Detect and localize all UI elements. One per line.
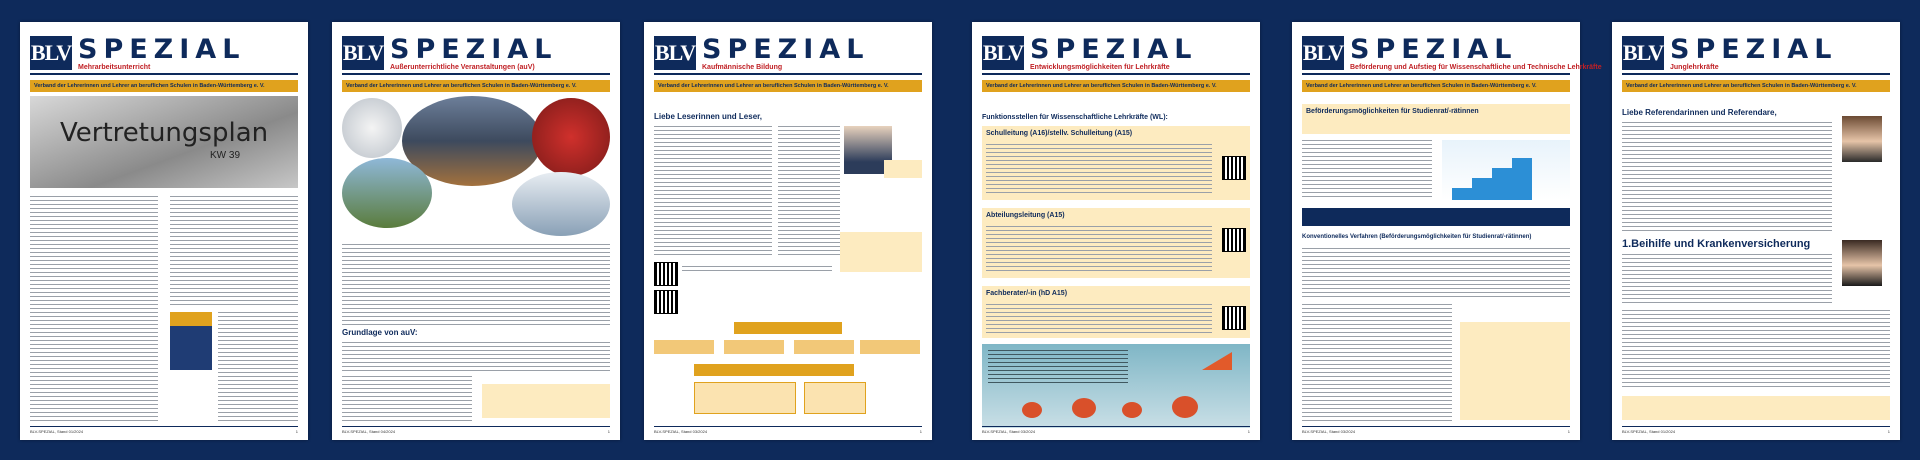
page-footer: BLV-SPEZIAL, Stand 03/2024 1 (654, 426, 922, 434)
header-rule (1622, 73, 1890, 75)
brochure-subtitle: Junglehrkräfte (1670, 64, 1719, 71)
brochure-page-5[interactable] (1292, 22, 1602, 440)
header-rule (1302, 73, 1570, 75)
section-box (982, 208, 1250, 278)
header-rule (654, 73, 922, 75)
text-block (342, 342, 610, 372)
association-band: Verband der Lehrerinnen und Lehrer an beruflichen Schulen in Baden-Württemberg e. V. (1302, 80, 1570, 92)
blv-logo: BLV (342, 36, 384, 70)
association-band: Verband der Lehrerinnen und Lehrer an beruflichen Schulen in Baden-Württemberg e. V. (30, 80, 298, 92)
author-label (884, 160, 922, 178)
book-cover (170, 312, 212, 370)
section-heading: Funktionsstellen für Wissenschaftliche Lehrkräfte (WL): (982, 114, 1168, 121)
section-heading: 1.Beihilfe und Krankenversicherung (1622, 238, 1811, 250)
text-column (170, 196, 298, 306)
brochure-page-6[interactable] (1612, 22, 1900, 440)
collage-photo-ball (342, 98, 402, 158)
collage-photo-landscape (342, 158, 432, 228)
text-column (654, 126, 772, 256)
brochure-subtitle: Außerunterrichtliche Veranstaltungen (auV) (390, 64, 535, 71)
greeting-heading: Liebe Leserinnen und Leser, (654, 112, 763, 121)
brochure-header (1622, 36, 1890, 70)
spezial-title: SPEZIAL (78, 34, 246, 65)
brochure-page-1[interactable] (20, 22, 308, 440)
photo-caption: Vertretungsplan (60, 118, 269, 148)
stairs-image (1442, 140, 1570, 200)
cover-photo (30, 96, 298, 188)
photo-caption-sub: KW 39 (210, 150, 241, 161)
subsection-heading: Schulleitung (A16)/stellv. Schulleitung (A15) (986, 130, 1133, 137)
spezial-title: SPEZIAL (1670, 34, 1838, 65)
qr-code (654, 262, 678, 286)
association-band: Verband der Lehrerinnen und Lehrer an beruflichen Schulen in Baden-Württemberg e. V. (982, 80, 1250, 92)
brochure-subtitle: Mehrarbeitsunterricht (78, 64, 151, 71)
qr-code (654, 290, 678, 314)
greeting-heading: Liebe Referendarinnen und Referendare, (1622, 108, 1777, 117)
text-block (1622, 122, 1832, 232)
section-heading: Grundlage von auV: (342, 328, 418, 337)
brochure-header (982, 36, 1250, 70)
text-block (1302, 248, 1570, 298)
qr-code (1222, 228, 1246, 252)
author-portrait (1842, 116, 1882, 162)
qr-code (1222, 306, 1246, 330)
section-box (982, 126, 1250, 200)
subsection-heading: Abteilungsleitung (A15) (986, 212, 1065, 219)
association-band: Verband der Lehrerinnen und Lehrer an beruflichen Schulen in Baden-Württemberg e. V. (1622, 80, 1890, 92)
text-block (1302, 140, 1432, 200)
text-column (30, 196, 158, 422)
blv-logo: BLV (654, 36, 696, 70)
header-rule (342, 73, 610, 75)
association-band: Verband der Lehrerinnen und Lehrer an beruflichen Schulen in Baden-Württemberg e. V. (342, 80, 610, 92)
blv-logo: BLV (30, 36, 72, 70)
brochure-subtitle: Beförderung und Aufstieg für Wissenschaftliche und Technische Lehrkräfte (1350, 64, 1602, 71)
blv-logo: BLV (1302, 36, 1344, 70)
paper-planes-image (982, 344, 1250, 428)
brochure-header (1302, 34, 1602, 71)
brochure-page-2[interactable] (332, 22, 620, 440)
page-footer: BLV-SPEZIAL, Stand 04/2024 1 (342, 426, 610, 434)
bullet-list (342, 376, 472, 424)
brochure-page-4[interactable] (972, 22, 1260, 440)
link-text (682, 266, 832, 274)
blue-info-band (1302, 208, 1570, 226)
page-footer: BLV-SPEZIAL, Stand 01/2024 1 (1622, 426, 1890, 434)
info-box (1622, 396, 1890, 420)
subsection-heading: Fachberater/-in (hD A15) (986, 290, 1068, 297)
spezial-title: SPEZIAL (1030, 34, 1198, 65)
spezial-title: SPEZIAL (702, 34, 870, 65)
header-rule (982, 73, 1250, 75)
collage-photo-bus (532, 98, 610, 176)
page-footer: BLV-SPEZIAL, Stand 01/2024 1 (30, 426, 298, 434)
spezial-title: SPEZIAL (1350, 34, 1518, 65)
collage-photo-mountain (512, 172, 610, 236)
text-block (1622, 254, 1832, 304)
text-column (218, 312, 298, 422)
brochure-header (30, 36, 298, 70)
highlight-box (482, 384, 610, 418)
author-portrait (1842, 240, 1882, 286)
brochure-header (342, 36, 610, 70)
qr-code (1222, 156, 1246, 180)
text-block (986, 304, 1212, 334)
brochure-page-3[interactable] (644, 22, 932, 440)
text-block (1622, 310, 1890, 390)
info-box (840, 232, 922, 272)
page-footer: BLV-SPEZIAL, Stand 03/2024 1 (982, 426, 1250, 434)
text-block (986, 144, 1212, 194)
blv-logo: BLV (982, 36, 1024, 70)
info-box (1460, 322, 1570, 420)
section-box (982, 286, 1250, 338)
brochure-subtitle: Entwicklungsmöglichkeiten für Lehrkräfte (1030, 64, 1170, 71)
org-diagram (654, 322, 922, 426)
section-heading: Beförderungsmöglichkeiten für Studienrat/-rätinnen (1306, 108, 1479, 115)
text-column (778, 126, 840, 256)
page-footer: BLV-SPEZIAL, Stand 03/2024 1 (1302, 426, 1570, 434)
subsection-heading: Konventionelles Verfahren (Beförderungsmöglichkeiten für Studienrat/-rätinnen) (1302, 234, 1532, 240)
intro-box (1302, 104, 1570, 134)
association-band: Verband der Lehrerinnen und Lehrer an beruflichen Schulen in Baden-Württemberg e. V. (654, 80, 922, 92)
blv-logo: BLV (1622, 36, 1664, 70)
text-block (342, 244, 610, 326)
brochure-header (654, 36, 922, 70)
header-rule (30, 73, 298, 75)
spezial-title: SPEZIAL (390, 34, 558, 65)
brochure-subtitle: Kaufmännische Bildung (702, 64, 783, 71)
bullet-list (1302, 304, 1452, 424)
text-block (986, 226, 1212, 272)
